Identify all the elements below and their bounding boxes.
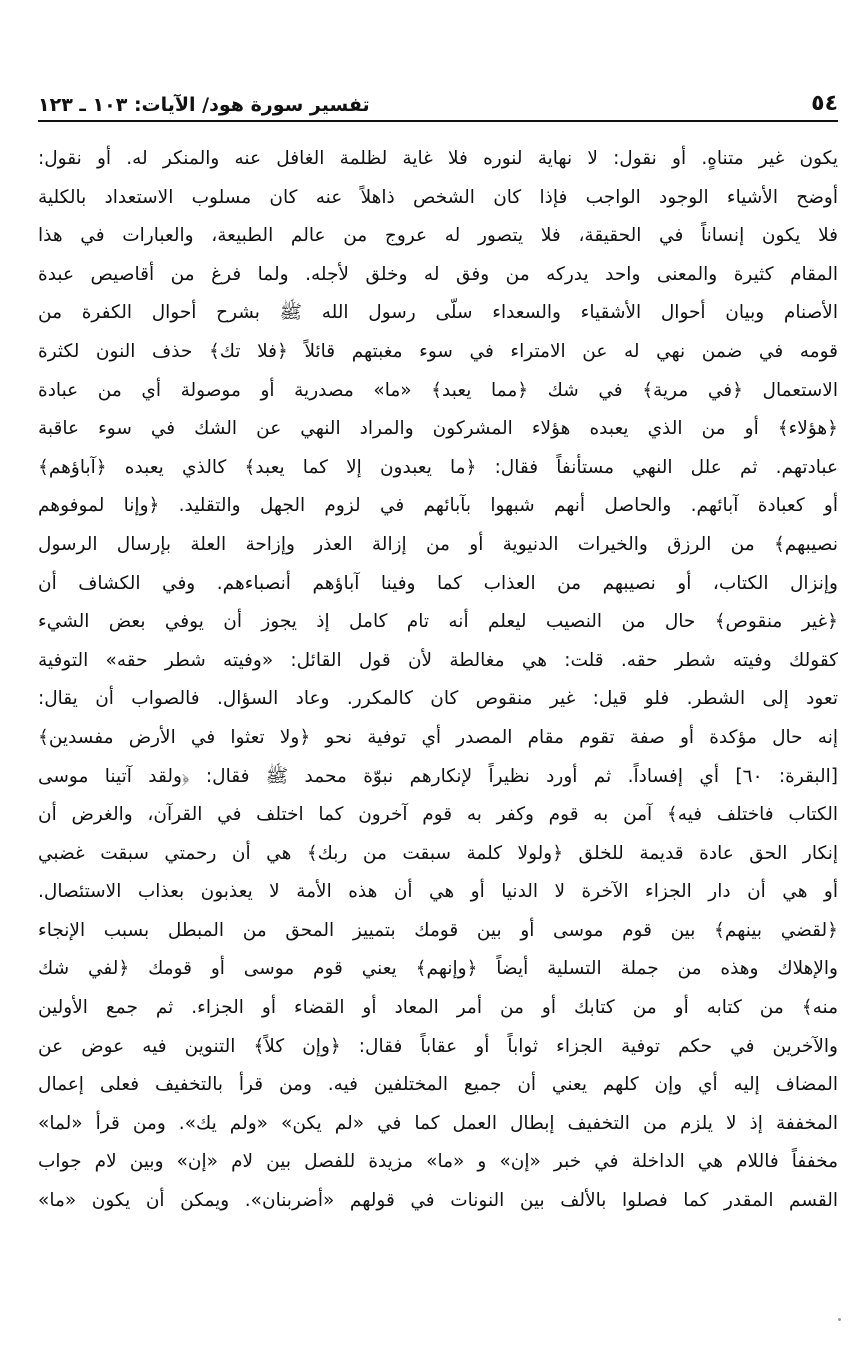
- text-line: إنكار الحق عادة قديمة للخلق ﴿ولولا كلمة سبقت من ربك﴾ هي أن رحمتي سبقت غضبي: [38, 842, 838, 864]
- text-line: ﴿هؤلاء﴾ أو من الذي يعبده هؤلاء المشركون والمراد النهي عن الشك في سوء عاقبة: [38, 418, 838, 440]
- text-line: قومه في ضمن نهي له عن الامتراء في سوء مغبتهم قائلاً ﴿فلا تك﴾ حذف النون لكثرة: [38, 340, 838, 362]
- text-line: أوضح الأشياء الوجود الواجب فإذا كان الشخص ذاهلاً عنه كان مسلوب الاستعداد بالكلية: [38, 186, 838, 208]
- page-number: ٥٤: [811, 91, 838, 116]
- text-line: القسم المقدر كما فصلوا بالألف بين النونات في قولهم «أضربنان». ويمكن أن يكون «ما»: [38, 1190, 838, 1212]
- text-line: المضاف إليه أي وإن كلهم يعني أن جميع المختلفين فيه. ومن قرأ بالتخفيف فعلى إعمال: [38, 1074, 838, 1096]
- text-line: فلا يكون إنساناً في الحقيقة، فلا يتصور له عروج من عالم الطبيعة، والعبارات في هذا: [38, 225, 838, 247]
- text-line: تعود إلى الشطر. فلو قيل: غير منقوص كان كالمكرر. وعاد السؤال. فالصواب أن يقال:: [38, 688, 838, 710]
- text-line: منه﴾ من كتابه أو من كتابك أو من أمر المعاد أو القضاء أو الجزاء. ثم جمع الأولين: [38, 997, 838, 1019]
- text-line: أو كعبادة آبائهم. والحاصل أنهم شبهوا بآبائهم في لزوم الجهل والتقليد. ﴿وإنا لموفوهم: [38, 495, 838, 517]
- text-line: ﴿غير منقوص﴾ حال من النصيب ليعلم أنه تام كامل إذ يجوز أن يوفي بعض الشيء: [38, 611, 838, 633]
- scan-speck: [838, 1318, 841, 1321]
- body-text: [38, 140, 838, 1221]
- text-line: المقام كثيرة والمعنى واحد يدركه من وفق له وخلق لأجله. ولما فرغ من أقاصيص عبدة: [38, 263, 838, 285]
- text-line: أو هي أن دار الجزاء الآخرة لا الدنيا أو هي أن هذه الأمة لا يعذبون بعذاب الاستئصال.: [38, 881, 838, 903]
- text-line: والإهلاك وهذه من جملة التسلية أيضاً ﴿وإنهم﴾ يعني قوم موسى أو قومك ﴿لفي شك: [38, 958, 838, 980]
- text-line: المخففة إذ لا يلزم من التخفيف إبطال العمل كما في «لم يكن» «ولم يك». ومن قرأ «لما»: [38, 1112, 838, 1134]
- page-header: [38, 86, 838, 122]
- text-line: الأصنام وبيان أحوال الأشقياء والسعداء سلّى رسول الله ﷺ بشرح أحوال الكفرة من: [38, 302, 838, 324]
- text-line: الاستعمال ﴿في مرية﴾ في شك ﴿مما يعبد﴾ «ما» مصدرية أو موصولة أي من عبادة: [38, 379, 838, 401]
- running-title: تفسير سورة هود/ الآيات: ١٠٣ ـ ١٢٣: [38, 94, 370, 116]
- text-line: عبادتهم. ثم علل النهي مستأنفاً فقال: ﴿ما يعبدون إلا كما يعبد﴾ كالذي يعبده ﴿آباؤهم﴾: [38, 456, 838, 478]
- text-line: مخففاً فاللام هي الداخلة في خبر «إن» و «ما» مزيدة للفصل بين لام «إن» وبين لام جواب: [38, 1151, 838, 1173]
- text-line: نصيبهم﴾ من الرزق والخيرات الدنيوية أو من إزالة العذر وإزاحة العلة بإرسال الرسول: [38, 533, 838, 555]
- text-line: كقولك وفيته شطر حقه. قلت: هي مغالطة لأن قول القائل: «وفيته شطر حقه» التوفية: [38, 649, 838, 671]
- text-line: ﴿لقضي بينهم﴾ بين قوم موسى أو بين قومك بتمييز المحق من المبطل بسبب الإنجاء: [38, 919, 838, 941]
- text-line: والآخرين في حكم توفية الجزاء ثواباً أو عقاباً فقال: ﴿وإن كلاً﴾ التنوين فيه عوض عن: [38, 1035, 838, 1057]
- text-line: [البقرة: ٦٠] أي إفساداً. ثم أورد نظيراً لإنكارهم نبوّة محمد ﷺ فقال: ﴿ولقد آتينا موسى: [38, 765, 838, 787]
- text-line: وإنزال الكتاب، أو نصيبهم من العذاب كما وفينا آباؤهم أنصباءهم. وفي الكشاف أن: [38, 572, 838, 594]
- text-line: يكون غير متناهٍ. أو نقول: لا نهاية لنوره فلا غاية لظلمة الغافل عنه والمنكر له. أو نقول:: [38, 148, 838, 169]
- text-line: إنه حال مؤكدة أو صفة تقوم مقام المصدر أي توفية نحو ﴿ولا تعثوا في الأرض مفسدين﴾: [38, 726, 838, 748]
- text-line: الكتاب فاختلف فيه﴾ آمن به قوم وكفر به قوم آخرون كما اختلف في القرآن، والغرض أن: [38, 804, 838, 826]
